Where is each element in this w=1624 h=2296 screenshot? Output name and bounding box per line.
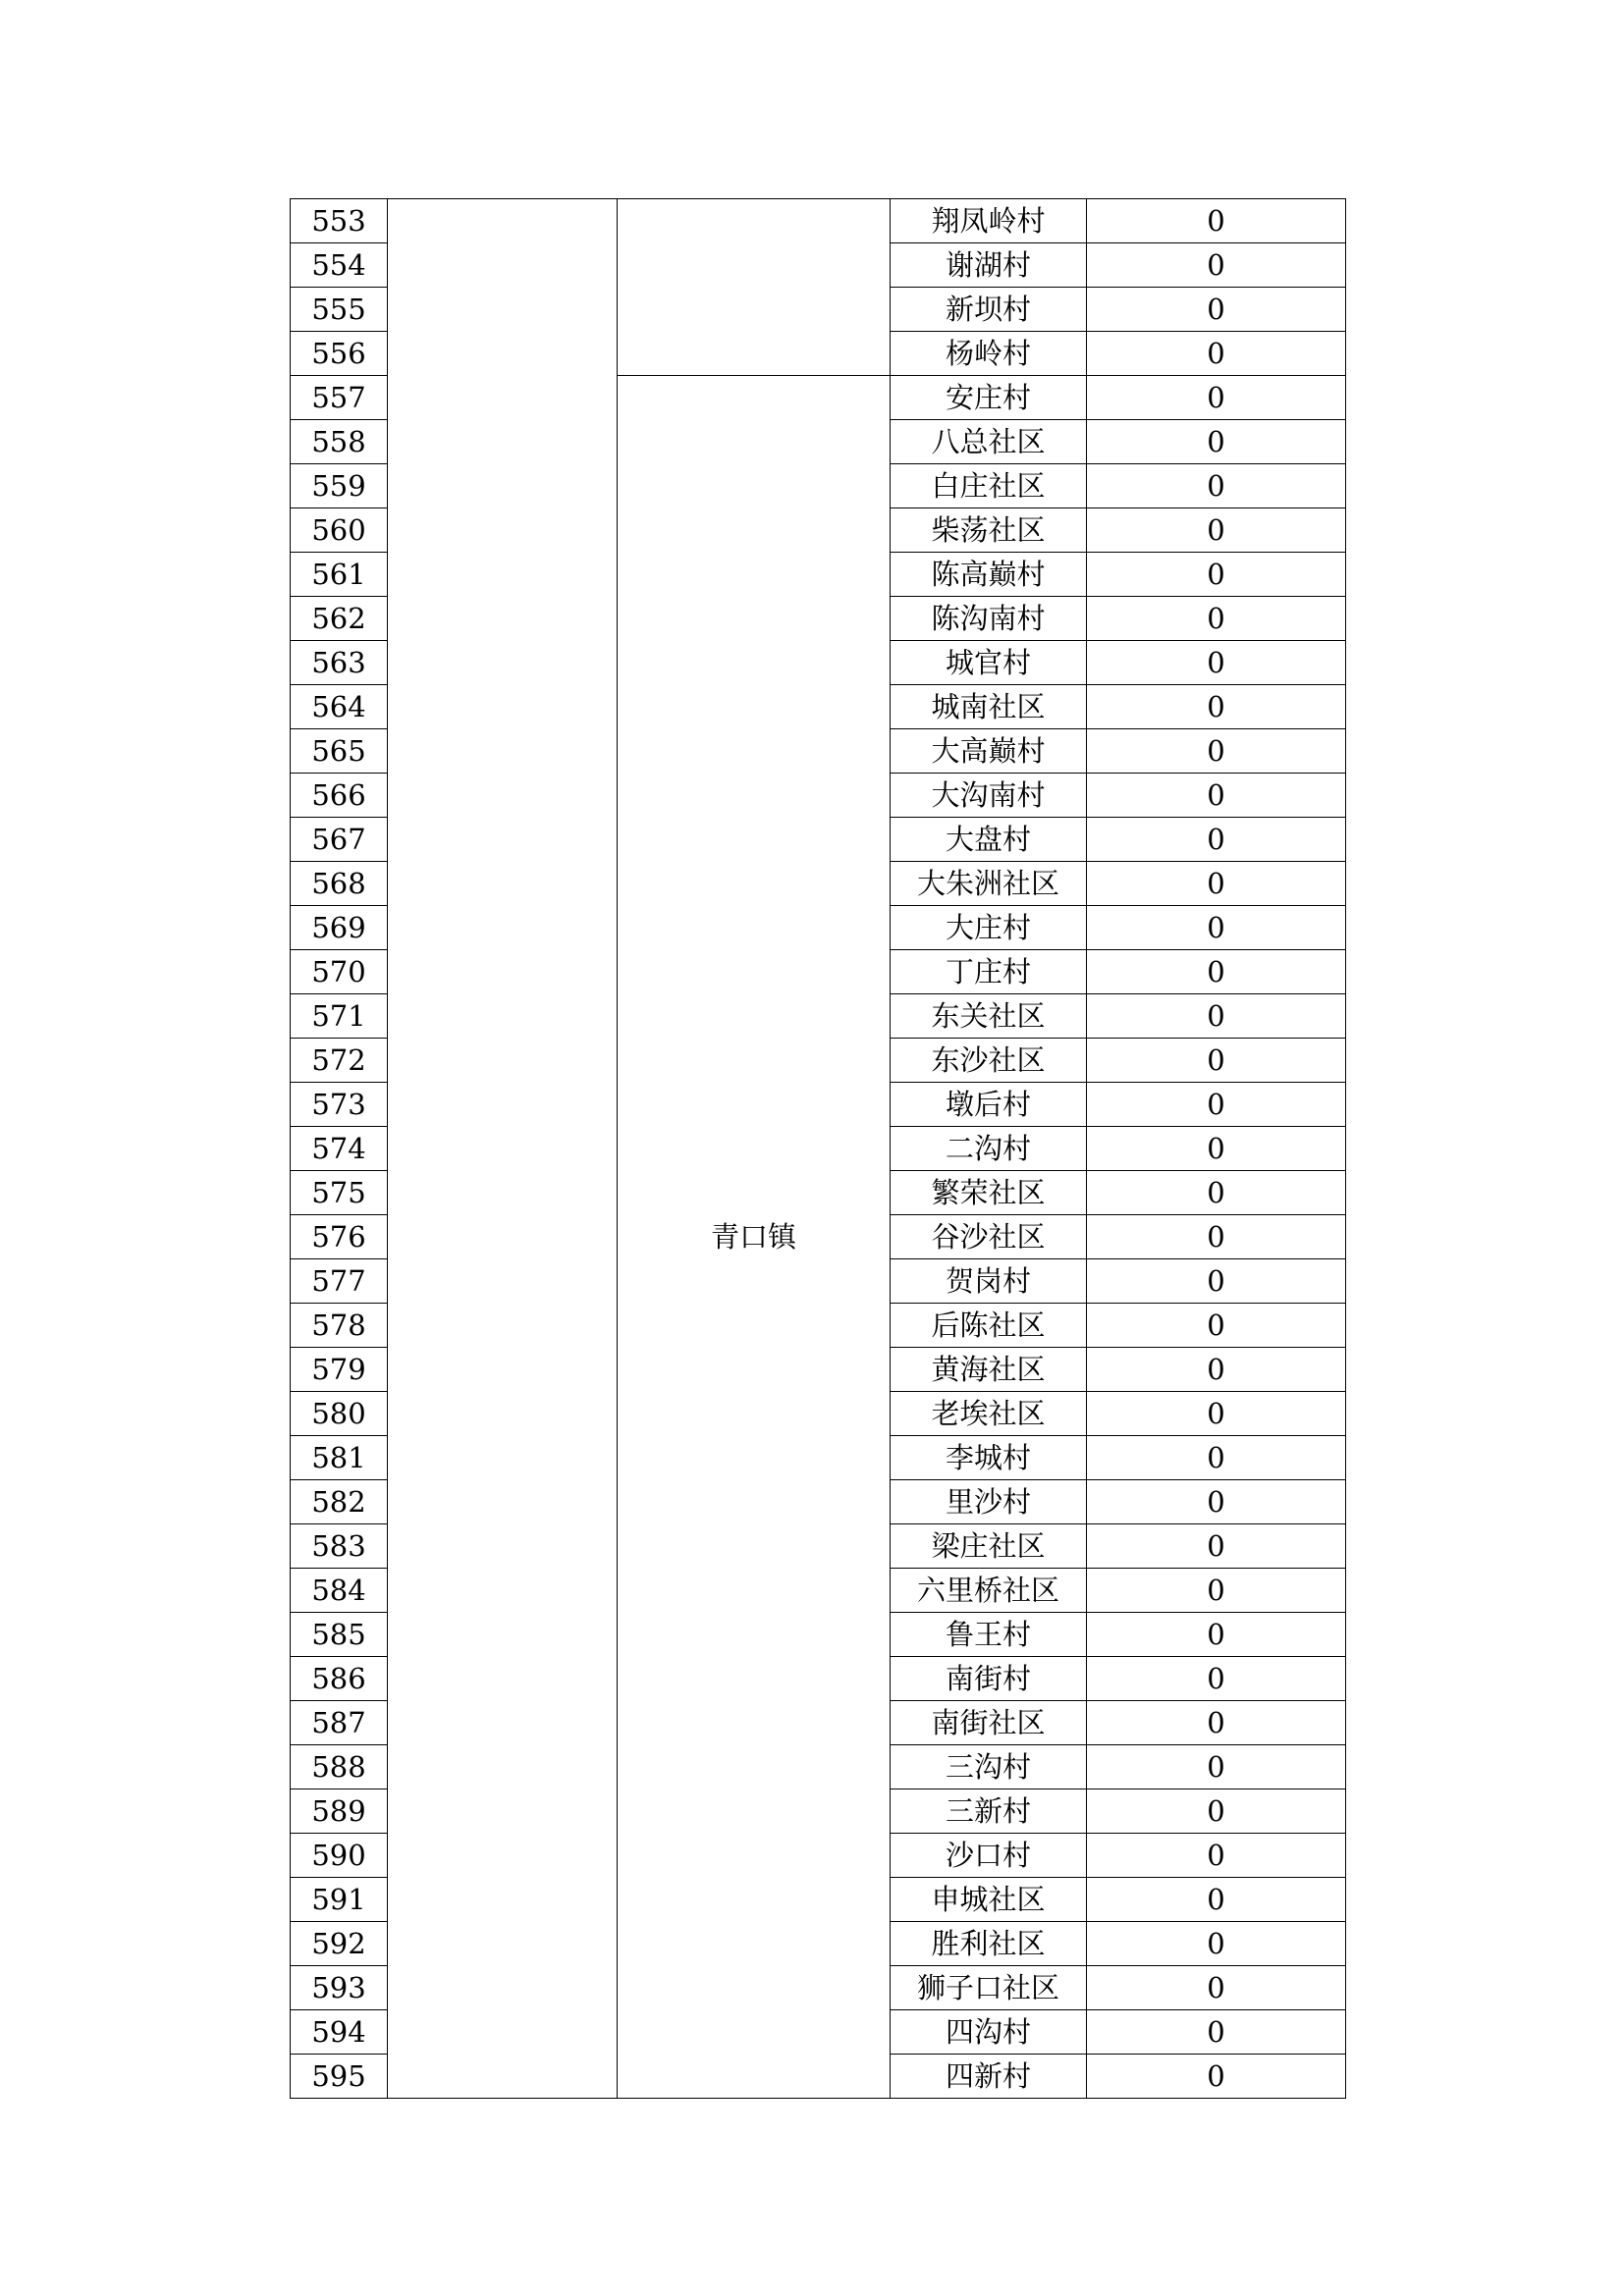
value-cell: 0 bbox=[1087, 464, 1346, 508]
value-cell: 0 bbox=[1087, 1171, 1346, 1215]
value-cell: 0 bbox=[1087, 243, 1346, 288]
value-cell: 0 bbox=[1087, 1127, 1346, 1171]
value-cell: 0 bbox=[1087, 1922, 1346, 1966]
village-name-cell: 大高巅村 bbox=[891, 729, 1087, 774]
table-row bbox=[291, 199, 1346, 243]
village-name-cell: 四新村 bbox=[891, 2055, 1087, 2099]
value-cell: 0 bbox=[1087, 862, 1346, 906]
row-number-cell: 589 bbox=[291, 1789, 388, 1834]
value-cell: 0 bbox=[1087, 1304, 1346, 1348]
village-name-cell: 大盘村 bbox=[891, 818, 1087, 862]
village-name-cell: 黄海社区 bbox=[891, 1348, 1087, 1392]
value-cell: 0 bbox=[1087, 1348, 1346, 1392]
value-cell: 0 bbox=[1087, 553, 1346, 597]
row-number-cell: 577 bbox=[291, 1259, 388, 1304]
value-cell: 0 bbox=[1087, 2010, 1346, 2055]
row-number-cell: 574 bbox=[291, 1127, 388, 1171]
value-cell: 0 bbox=[1087, 1878, 1346, 1922]
value-cell: 0 bbox=[1087, 1657, 1346, 1701]
value-cell: 0 bbox=[1087, 1701, 1346, 1745]
row-number-cell: 563 bbox=[291, 641, 388, 685]
row-number-cell: 567 bbox=[291, 818, 388, 862]
value-cell: 0 bbox=[1087, 1215, 1346, 1259]
row-number-cell: 576 bbox=[291, 1215, 388, 1259]
row-number-cell: 587 bbox=[291, 1701, 388, 1745]
value-cell: 0 bbox=[1087, 1966, 1346, 2010]
village-name-cell: 翔凤岭村 bbox=[891, 199, 1087, 243]
value-cell: 0 bbox=[1087, 1259, 1346, 1304]
village-name-cell: 柴荡社区 bbox=[891, 508, 1087, 553]
village-name-cell: 新坝村 bbox=[891, 288, 1087, 332]
row-number-cell: 553 bbox=[291, 199, 388, 243]
village-name-cell: 城南社区 bbox=[891, 685, 1087, 729]
row-number-cell: 586 bbox=[291, 1657, 388, 1701]
village-name-cell: 胜利社区 bbox=[891, 1922, 1087, 1966]
row-number-cell: 585 bbox=[291, 1613, 388, 1657]
row-number-cell: 564 bbox=[291, 685, 388, 729]
village-name-cell: 鲁王村 bbox=[891, 1613, 1087, 1657]
village-name-cell: 四沟村 bbox=[891, 2010, 1087, 2055]
row-number-cell: 554 bbox=[291, 243, 388, 288]
village-name-cell: 南街村 bbox=[891, 1657, 1087, 1701]
row-number-cell: 565 bbox=[291, 729, 388, 774]
row-number-cell: 575 bbox=[291, 1171, 388, 1215]
row-number-cell: 570 bbox=[291, 950, 388, 994]
row-number-cell: 590 bbox=[291, 1834, 388, 1878]
row-number-cell: 569 bbox=[291, 906, 388, 950]
row-number-cell: 594 bbox=[291, 2010, 388, 2055]
village-name-cell: 里沙村 bbox=[891, 1480, 1087, 1524]
row-number-cell: 592 bbox=[291, 1922, 388, 1966]
value-cell: 0 bbox=[1087, 774, 1346, 818]
value-cell: 0 bbox=[1087, 1392, 1346, 1436]
village-name-cell: 后陈社区 bbox=[891, 1304, 1087, 1348]
value-cell: 0 bbox=[1087, 1480, 1346, 1524]
row-number-cell: 562 bbox=[291, 597, 388, 641]
village-table bbox=[290, 198, 1346, 2099]
value-cell: 0 bbox=[1087, 1436, 1346, 1480]
row-number-cell: 591 bbox=[291, 1878, 388, 1922]
value-cell: 0 bbox=[1087, 332, 1346, 376]
village-name-cell: 大朱洲社区 bbox=[891, 862, 1087, 906]
value-cell: 0 bbox=[1087, 685, 1346, 729]
value-cell: 0 bbox=[1087, 1039, 1346, 1083]
village-name-cell: 李城村 bbox=[891, 1436, 1087, 1480]
village-name-cell: 三新村 bbox=[891, 1789, 1087, 1834]
value-cell: 0 bbox=[1087, 641, 1346, 685]
village-name-cell: 申城社区 bbox=[891, 1878, 1087, 1922]
row-number-cell: 571 bbox=[291, 994, 388, 1039]
value-cell: 0 bbox=[1087, 1834, 1346, 1878]
value-cell: 0 bbox=[1087, 1613, 1346, 1657]
village-name-cell: 谷沙社区 bbox=[891, 1215, 1087, 1259]
village-name-cell: 二沟村 bbox=[891, 1127, 1087, 1171]
value-cell: 0 bbox=[1087, 818, 1346, 862]
row-number-cell: 573 bbox=[291, 1083, 388, 1127]
value-cell: 0 bbox=[1087, 376, 1346, 420]
village-name-cell: 大庄村 bbox=[891, 906, 1087, 950]
village-name-cell: 城官村 bbox=[891, 641, 1087, 685]
village-name-cell: 沙口村 bbox=[891, 1834, 1087, 1878]
village-name-cell: 繁荣社区 bbox=[891, 1171, 1087, 1215]
row-number-cell: 580 bbox=[291, 1392, 388, 1436]
value-cell: 0 bbox=[1087, 420, 1346, 464]
village-name-cell: 南街社区 bbox=[891, 1701, 1087, 1745]
value-cell: 0 bbox=[1087, 288, 1346, 332]
row-number-cell: 559 bbox=[291, 464, 388, 508]
value-cell: 0 bbox=[1087, 1789, 1346, 1834]
row-number-cell: 582 bbox=[291, 1480, 388, 1524]
village-name-cell: 狮子口社区 bbox=[891, 1966, 1087, 2010]
value-cell: 0 bbox=[1087, 1083, 1346, 1127]
village-name-cell: 贺岗村 bbox=[891, 1259, 1087, 1304]
row-number-cell: 588 bbox=[291, 1745, 388, 1789]
row-number-cell: 581 bbox=[291, 1436, 388, 1480]
row-number-cell: 578 bbox=[291, 1304, 388, 1348]
value-cell: 0 bbox=[1087, 199, 1346, 243]
row-number-cell: 579 bbox=[291, 1348, 388, 1392]
value-cell: 0 bbox=[1087, 2055, 1346, 2099]
row-number-cell: 558 bbox=[291, 420, 388, 464]
row-number-cell: 566 bbox=[291, 774, 388, 818]
value-cell: 0 bbox=[1087, 1745, 1346, 1789]
row-number-cell: 556 bbox=[291, 332, 388, 376]
value-cell: 0 bbox=[1087, 1524, 1346, 1569]
row-number-cell: 560 bbox=[291, 508, 388, 553]
village-name-cell: 杨岭村 bbox=[891, 332, 1087, 376]
village-name-cell: 安庄村 bbox=[891, 376, 1087, 420]
county-cell bbox=[388, 199, 618, 2099]
value-cell: 0 bbox=[1087, 994, 1346, 1039]
village-name-cell: 东沙社区 bbox=[891, 1039, 1087, 1083]
town-cell bbox=[618, 199, 891, 376]
village-name-cell: 墩后村 bbox=[891, 1083, 1087, 1127]
village-name-cell: 陈高巅村 bbox=[891, 553, 1087, 597]
village-name-cell: 老埃社区 bbox=[891, 1392, 1087, 1436]
town-cell: 青口镇 bbox=[618, 376, 891, 2099]
village-name-cell: 八总社区 bbox=[891, 420, 1087, 464]
village-name-cell: 六里桥社区 bbox=[891, 1569, 1087, 1613]
village-name-cell: 三沟村 bbox=[891, 1745, 1087, 1789]
row-number-cell: 584 bbox=[291, 1569, 388, 1613]
value-cell: 0 bbox=[1087, 950, 1346, 994]
village-name-cell: 白庄社区 bbox=[891, 464, 1087, 508]
value-cell: 0 bbox=[1087, 729, 1346, 774]
row-number-cell: 568 bbox=[291, 862, 388, 906]
row-number-cell: 572 bbox=[291, 1039, 388, 1083]
row-number-cell: 583 bbox=[291, 1524, 388, 1569]
village-name-cell: 东关社区 bbox=[891, 994, 1087, 1039]
row-number-cell: 593 bbox=[291, 1966, 388, 2010]
row-number-cell: 595 bbox=[291, 2055, 388, 2099]
row-number-cell: 557 bbox=[291, 376, 388, 420]
value-cell: 0 bbox=[1087, 597, 1346, 641]
village-name-cell: 梁庄社区 bbox=[891, 1524, 1087, 1569]
village-name-cell: 大沟南村 bbox=[891, 774, 1087, 818]
row-number-cell: 555 bbox=[291, 288, 388, 332]
village-name-cell: 丁庄村 bbox=[891, 950, 1087, 994]
value-cell: 0 bbox=[1087, 1569, 1346, 1613]
value-cell: 0 bbox=[1087, 906, 1346, 950]
value-cell: 0 bbox=[1087, 508, 1346, 553]
table-body bbox=[291, 199, 1346, 2099]
village-name-cell: 陈沟南村 bbox=[891, 597, 1087, 641]
village-name-cell: 谢湖村 bbox=[891, 243, 1087, 288]
row-number-cell: 561 bbox=[291, 553, 388, 597]
